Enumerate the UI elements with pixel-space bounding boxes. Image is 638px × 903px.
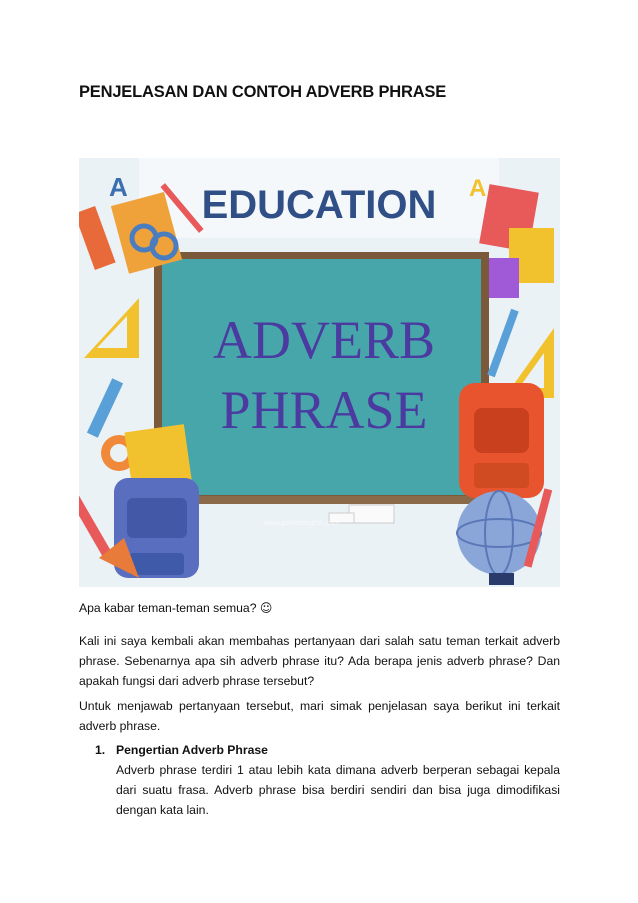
list-item-number: 1. <box>95 743 106 757</box>
greeting-paragraph <box>79 598 560 618</box>
smiley-icon: ☺ <box>259 601 273 615</box>
intro-paragraph: Kali ini saya kembali akan membahas pertanyaan dari salah satu teman terkait adverb phrase. Sebenarnya apa sih adverb phrase itu? Ada berapa jenis adverb phrase? Dan apakah fungsi dari adverb phrase tersebut? <box>79 634 560 688</box>
list-item-body: Adverb phrase terdiri 1 atau lebih kata dimana adverb berperan sebagai kepala dari suatu frasa. Adverb phrase bisa berdiri sendiri dan bisa juga dimodifikasi dengan kata lain. <box>116 763 560 817</box>
greeting-text: Apa kabar teman-teman semua? <box>79 601 257 615</box>
list-item-heading: Pengertian Adverb Phrase <box>116 743 268 757</box>
svg-text:A: A <box>109 172 128 202</box>
board-line-1: ADVERB <box>212 310 436 370</box>
page-title: PENJELASAN DAN CONTOH ADVERB PHRASE <box>79 83 447 101</box>
lead-paragraph: Untuk menjawab pertanyaan tersebut, mari simak penjelasan saya berikut ini terkait adverb phrase. <box>79 699 560 733</box>
watermark: www.goldenenglish.com <box>264 520 340 527</box>
banner-text: EDUCATION <box>201 183 437 227</box>
svg-text:A: A <box>469 175 487 202</box>
education-illustration <box>79 158 560 587</box>
board-line-2: PHRASE <box>220 380 428 440</box>
